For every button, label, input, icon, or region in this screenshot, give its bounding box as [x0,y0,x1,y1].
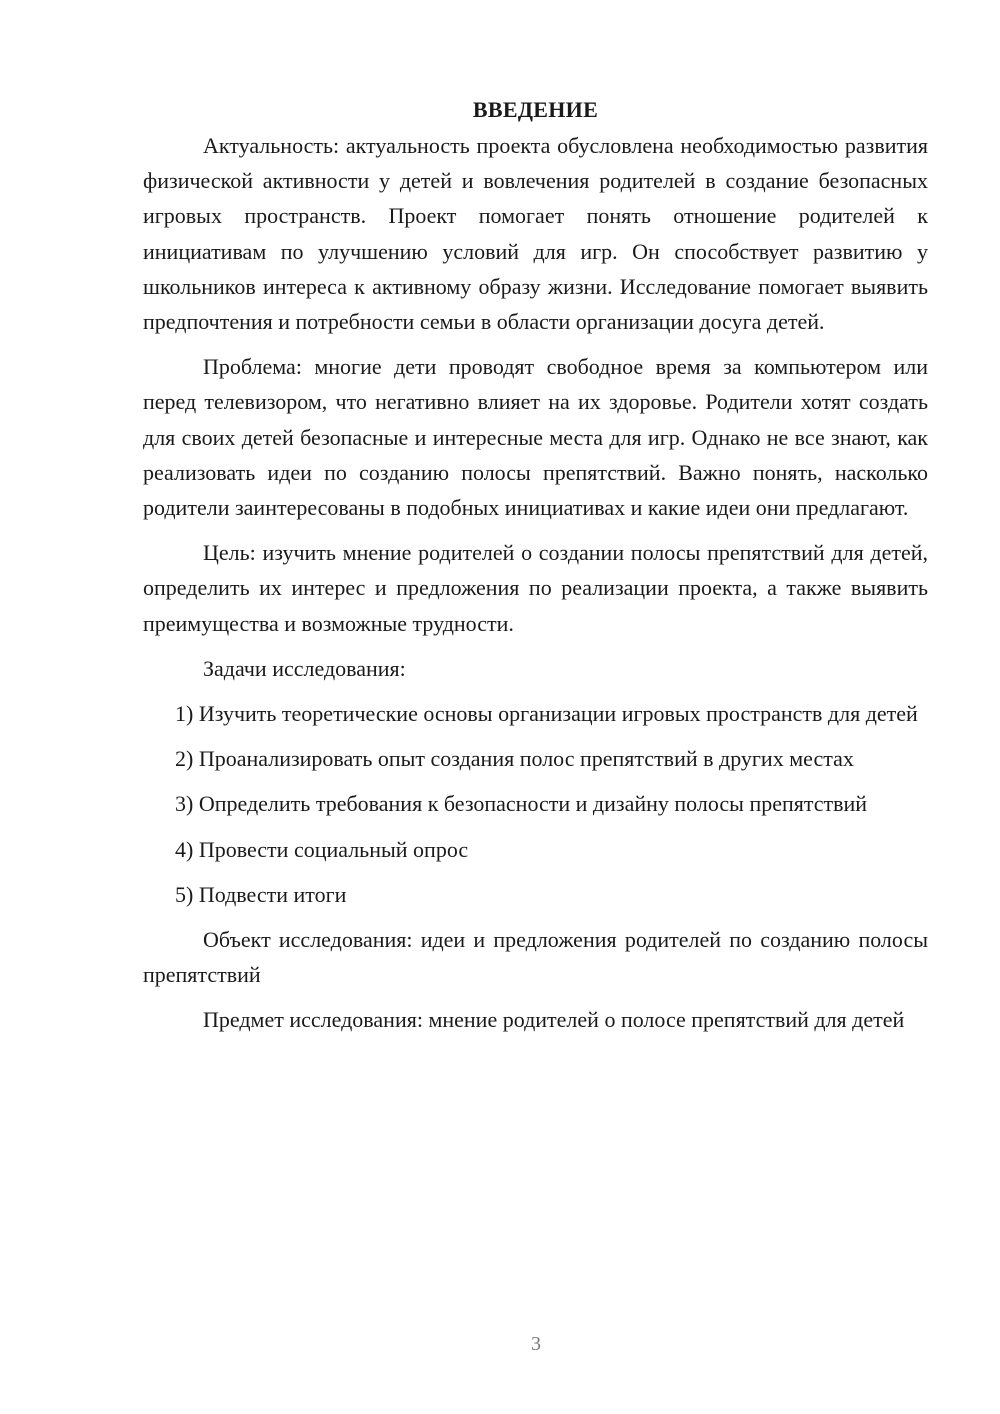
problem-paragraph: Проблема: многие дети проводят свободное время за компьютером или перед телевизором, что негативно влияет на их здоровье. Родители хотят создать для своих детей безопасные и интересные места для игр. Однако не все знают, как реализовать идеи по созданию полосы препятствий. Важно понять, насколько родители заинтересованы в подобных инициативах и какие идеи они предлагают. [143,354,928,521]
relevance-paragraph: Актуальность: актуальность проекта обусловлена необходимостью развития физической активности у детей и вовлечения родителей в создание безопасных игровых пространств. Проект помогает понять отношение родителей к инициативам по улучшению условий для игр. Он способствует развитию у школьников интереса к активному образу жизни. Исследование помогает выявить предпочтения и потребности семьи в области организации досуга детей. [143,133,928,335]
task-item-1: 1) Изучить теоретические основы организации игровых пространств для детей [175,701,918,727]
research-subject-paragraph: Предмет исследования: мнение родителей о полосе препятствий для детей [203,1007,905,1033]
task-item-4: 4) Провести социальный опрос [175,836,469,862]
research-object-paragraph: Объект исследования: идеи и предложения родителей по созданию полосы препятствий [143,927,928,988]
task-item-5: 5) Подвести итоги [175,881,347,907]
page-number: 3 [531,1333,541,1355]
tasks-heading: Задачи исследования: [203,655,406,681]
document-page [143,95,928,1048]
task-item-2: 2) Проанализировать опыт создания полос препятствий в других местах [175,746,854,772]
goal-paragraph: Цель: изучить мнение родителей о создании полосы препятствий для детей, определить их интерес и предложения по реализации проекта, а также выявить преимущества и возможные трудности. [143,540,928,636]
page-title: ВВЕДЕНИЕ [472,97,599,122]
task-item-3: 3) Определить требования к безопасности и дизайну полосы препятствий [175,791,868,817]
